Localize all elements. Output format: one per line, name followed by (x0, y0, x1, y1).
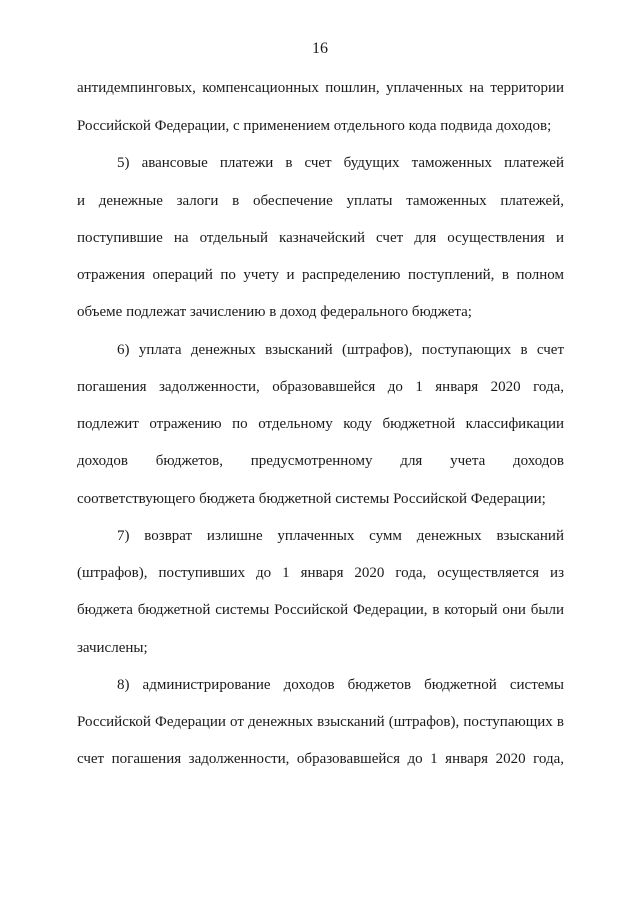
text-line: бюджета бюджетной системы Российской Федерации, в который они были (77, 602, 564, 618)
text-line: поступившие на отдельный казначейский счет для осуществления и (77, 230, 564, 246)
text-line: и денежные залоги в обеспечение уплаты таможенных платежей, (77, 193, 564, 209)
text-line: (штрафов), поступивших до 1 января 2020 года, осуществляется из (77, 565, 564, 581)
page-number: 16 (312, 40, 328, 57)
text-line: отражения операций по учету и распределению поступлений, в полном (77, 267, 564, 283)
text-line: подлежит отражению по отдельному коду бюджетной классификации (77, 416, 564, 432)
text-line: погашения задолженности, образовавшейся до 1 января 2020 года, (77, 379, 564, 395)
text-line: счет погашения задолженности, образовавшейся до 1 января 2020 года, (77, 751, 564, 767)
text-line: Российской Федерации от денежных взысканий (штрафов), поступающих в (77, 714, 564, 730)
text-line: доходов бюджетов, предусмотренному для учета доходов (77, 453, 564, 469)
text-line: антидемпинговых, компенсационных пошлин, уплаченных на территории (77, 80, 564, 96)
text-line: зачислены; (77, 640, 148, 656)
text-line: объеме подлежат зачислению в доход федерального бюджета; (77, 304, 472, 320)
text-line: 5) авансовые платежи в счет будущих таможенных платежей (117, 155, 564, 171)
text-line: 8) администрирование доходов бюджетов бюджетной системы (117, 677, 564, 693)
text-line: 6) уплата денежных взысканий (штрафов), поступающих в счет (117, 342, 564, 358)
text-line: 7) возврат излишне уплаченных сумм денежных взысканий (117, 528, 564, 544)
text-line: Российской Федерации, с применением отдельного кода подвида доходов; (77, 118, 552, 134)
text-line: соответствующего бюджета бюджетной системы Российской Федерации; (77, 491, 546, 507)
